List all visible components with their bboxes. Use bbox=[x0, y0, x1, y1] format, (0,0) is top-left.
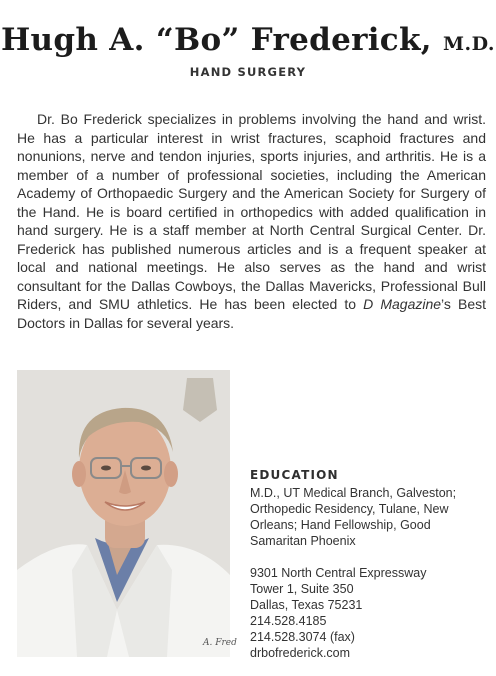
fax-number: 214.528.3074 (fax) bbox=[250, 630, 355, 644]
biography-paragraph bbox=[17, 110, 486, 332]
address-line-1: 9301 North Central Expressway bbox=[250, 566, 427, 580]
contact-info bbox=[250, 565, 480, 661]
address-line-2: Tower 1, Suite 350 bbox=[250, 582, 354, 596]
bio-text-main: Dr. Bo Frederick specializes in problems involving the hand and wrist. He has a particular interest in wrist fractures, scaphoid fractures and nonunions, nerve and tendon injuries, sports injuries, and arthritis. He is a member of a number of professional societies, including the American Academy of Orthopaedic Surgery and the American Society for Surgery of the Hand. He is board certified in orthopedics with added qualification in hand surgery. He is a staff member at North Central Surgical Center. Dr. Frederick has published numerous articles and is a frequent speaker at local and national meetings. He also serves as the hand and wrist consultant for the Dallas Cowboys, the Dallas Mavericks, Professional Bull Riders, and SMU athletics. He has been elected to bbox=[17, 111, 486, 312]
phone-number: 214.528.4185 bbox=[250, 614, 327, 628]
doctor-portrait-photo bbox=[17, 370, 237, 657]
doctor-name-heading bbox=[0, 22, 496, 58]
address-line-3: Dallas, Texas 75231 bbox=[250, 598, 363, 612]
specialty-label: HAND SURGERY bbox=[189, 65, 307, 79]
portrait-illustration bbox=[17, 370, 237, 657]
education-details: M.D., UT Medical Branch, Galveston; Orthopedic Residency, Tulane, New Orleans; Hand Fellowship, Good Samaritan Phoenix bbox=[250, 486, 457, 548]
bio-italic-publication: D Magazine bbox=[363, 296, 442, 312]
bio-text-end: ’s Best Doctors in Dallas for several years. bbox=[17, 296, 486, 331]
coat-embroidery: A. Fred bbox=[203, 638, 237, 648]
doctor-credential: M.D. bbox=[442, 33, 496, 55]
doctor-name: Hugh A. “Bo” Frederick, bbox=[0, 22, 432, 58]
website-link[interactable]: drbofrederick.com bbox=[250, 646, 351, 660]
education-heading: EDUCATION bbox=[250, 468, 339, 482]
